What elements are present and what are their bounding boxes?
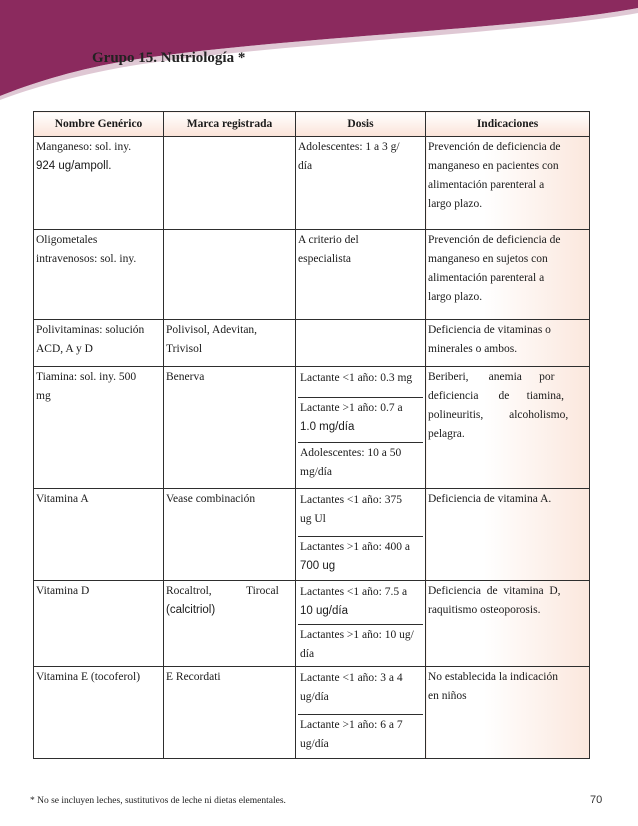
footnote: * No se incluyen leches, sustitutivos de leche ni dietas elementales. — [30, 796, 286, 806]
dose-line: A criterio del — [298, 234, 359, 246]
dose-cell — [296, 489, 426, 581]
indication-cell — [426, 137, 590, 230]
generic-name-line: mg — [36, 390, 51, 402]
generic-name-line: Oligometales — [36, 234, 98, 246]
indication-line: largo plazo. — [428, 198, 483, 210]
table-header-row — [34, 112, 590, 137]
dose-cell — [296, 581, 426, 667]
generic-name-line: Manganeso: sol. iny. — [36, 141, 132, 153]
generic-name-line: intravenosos: sol. iny. — [36, 253, 137, 265]
brand-cell — [164, 320, 296, 367]
table-row — [34, 667, 590, 759]
brand-cell — [164, 230, 296, 320]
dose-line: Lactante <1 año: 3 a 4 — [300, 672, 403, 684]
dose-line: 700 ug — [300, 560, 336, 572]
dose-line: día — [300, 648, 315, 660]
indication-cell — [426, 230, 590, 320]
dose-cell — [296, 230, 426, 320]
dose-subcell — [298, 668, 423, 714]
generic-name-cell — [34, 367, 164, 489]
brand-cell — [164, 581, 296, 667]
dose-line: Lactante <1 año: 0.3 mg — [300, 372, 413, 384]
dose-line: ug Ul — [300, 513, 326, 525]
brand-cell — [164, 367, 296, 489]
dose-subcell — [298, 536, 423, 577]
brand-line: Rocaltrol, Tirocal — [166, 585, 279, 597]
dose-subcell — [298, 442, 423, 483]
table-row — [34, 367, 590, 489]
table-row — [34, 230, 590, 320]
dose-line: Lactantes <1 año: 375 — [300, 494, 402, 506]
indication-line: minerales o ambos. — [428, 343, 518, 355]
generic-name-line: Vitamina D — [36, 585, 90, 597]
dose-line: Lactante >1 año: 0.7 a — [300, 402, 403, 414]
dose-subcell — [298, 582, 423, 624]
table-row — [34, 489, 590, 581]
dose-line: día — [298, 160, 313, 172]
indication-line: raquitismo osteoporosis. — [428, 604, 541, 616]
indication-line: Beriberi, anemia por — [428, 371, 555, 383]
brand-line: Trivisol — [166, 343, 203, 355]
dose-line: 10 ug/día — [300, 605, 348, 617]
generic-name-line: Polivitaminas: solución — [36, 324, 145, 336]
indication-line: deficiencia de tiamina, — [428, 390, 565, 402]
indication-line: No establecida la indicación — [428, 671, 558, 683]
brand-line: Vease combinación — [166, 493, 256, 505]
indication-cell — [426, 320, 590, 367]
generic-name-cell — [34, 320, 164, 367]
brand-cell — [164, 137, 296, 230]
dose-line: ug/día — [300, 738, 329, 750]
dose-subcell — [298, 397, 423, 442]
brand-line: Benerva — [166, 371, 205, 383]
drug-table — [33, 111, 590, 759]
column-header-brand: Marca registrada — [164, 112, 296, 137]
indication-line: Deficiencia de vitamina A. — [428, 493, 552, 505]
column-header-indications: Indicaciones — [426, 112, 590, 137]
dose-subcell — [298, 714, 423, 755]
dose-line: Lactantes >1 año: 10 ug/ — [300, 629, 414, 641]
dose-cell — [296, 667, 426, 759]
dose-line: Lactantes >1 año: 400 a — [300, 541, 410, 553]
generic-name-line: ACD, A y D — [36, 343, 93, 355]
dose-line: Adolescentes: 1 a 3 g/ — [298, 141, 400, 153]
dose-cell — [296, 320, 426, 367]
indication-line: manganeso en sujetos con — [428, 253, 548, 265]
generic-name-cell — [34, 581, 164, 667]
indication-cell — [426, 581, 590, 667]
generic-name-line: 924 ug/ampoll. — [36, 160, 112, 172]
brand-cell — [164, 489, 296, 581]
indication-line: pelagra. — [428, 428, 465, 440]
dose-line: Lactantes <1 año: 7.5 a — [300, 586, 408, 598]
dose-subcell — [298, 490, 423, 536]
dose-line: Lactante >1 año: 6 a 7 — [300, 719, 403, 731]
generic-name-cell — [34, 230, 164, 320]
dose-line: Adolescentes: 10 a 50 — [300, 447, 402, 459]
indication-line: Prevención de deficiencia de — [428, 141, 561, 153]
generic-name-line: Vitamina A — [36, 493, 89, 505]
indication-line: en niños — [428, 690, 467, 702]
indication-line: Deficiencia de vitaminas o — [428, 324, 551, 336]
generic-name-line: Tiamina: sol. iny. 500 — [36, 371, 137, 383]
indication-line: Prevención de deficiencia de — [428, 234, 561, 246]
table-row — [34, 581, 590, 667]
dose-line: ug/día — [300, 691, 329, 703]
brand-line: (calcitriol) — [166, 604, 216, 616]
dose-subcell — [298, 368, 423, 397]
dose-line: mg/día — [300, 466, 332, 478]
indication-line: Deficiencia de vitamina D, — [428, 585, 561, 597]
indication-line: largo plazo. — [428, 291, 483, 303]
generic-name-line: Vitamina E (tocoferol) — [36, 671, 141, 683]
indication-line: alimentación parenteral a — [428, 272, 545, 284]
indication-cell — [426, 667, 590, 759]
generic-name-cell — [34, 489, 164, 581]
indication-line: alimentación parenteral a — [428, 179, 545, 191]
brand-line: Polivisol, Adevitan, — [166, 324, 258, 336]
generic-name-cell — [34, 137, 164, 230]
dose-line: especialista — [298, 253, 352, 265]
column-header-generic: Nombre Genérico — [34, 112, 164, 137]
generic-name-cell — [34, 667, 164, 759]
dose-subcell — [298, 624, 423, 665]
brand-cell — [164, 667, 296, 759]
indication-line: polineuritis, alcoholismo, — [428, 409, 569, 421]
column-header-dose: Dosis — [296, 112, 426, 137]
dose-cell — [296, 367, 426, 489]
dose-line: 1.0 mg/día — [300, 421, 355, 433]
indication-cell — [426, 489, 590, 581]
page-number: 70 — [590, 794, 603, 806]
table-row — [34, 320, 590, 367]
indication-cell — [426, 367, 590, 489]
dose-cell — [296, 137, 426, 230]
brand-line: E Recordati — [166, 671, 221, 683]
page-title: Grupo 15. Nutriología * — [92, 50, 246, 66]
indication-line: manganeso en pacientes con — [428, 160, 559, 172]
table-row — [34, 137, 590, 230]
